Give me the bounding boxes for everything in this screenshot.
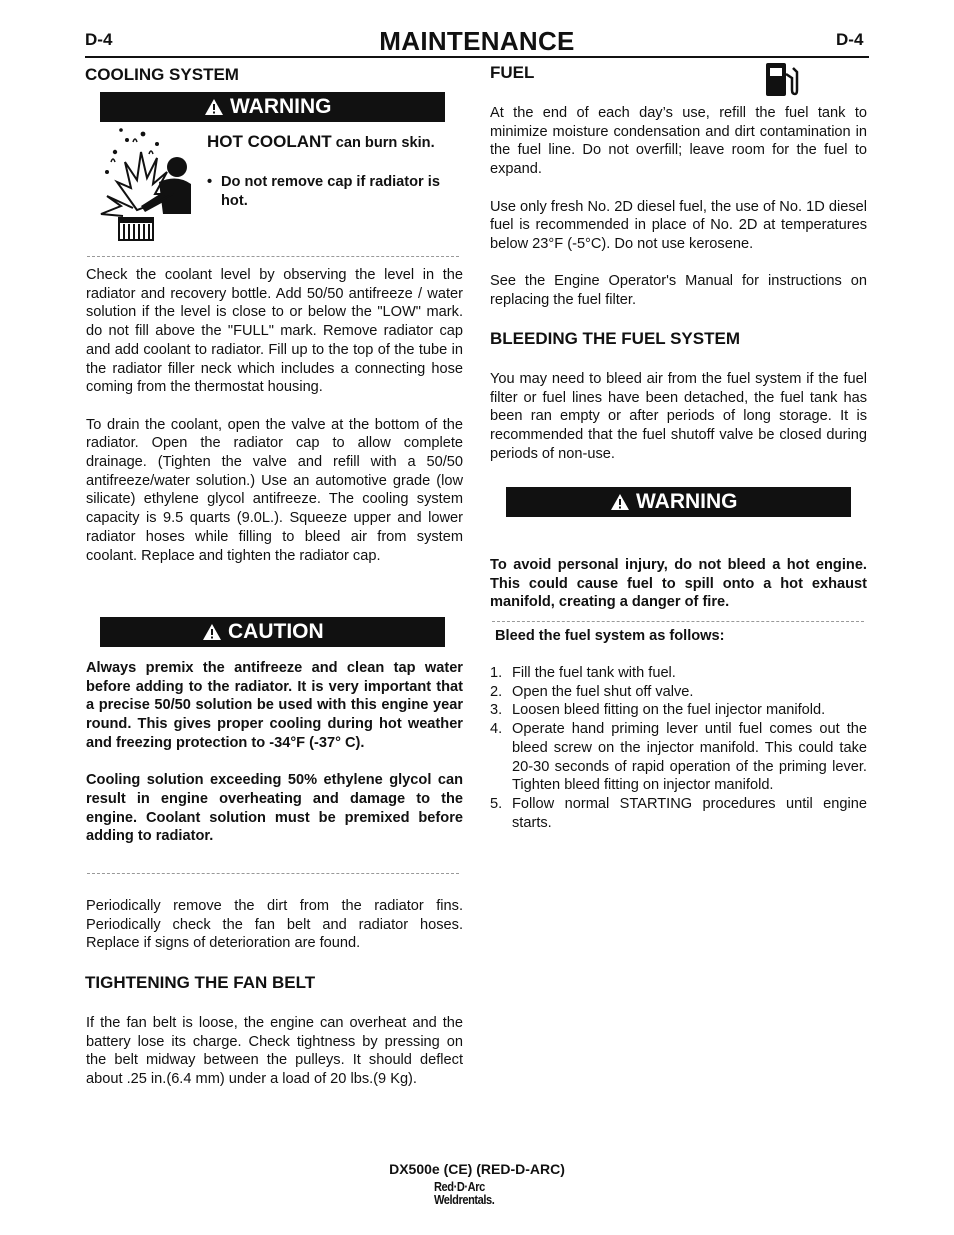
diesel-paragraph: Use only fresh No. 2D diesel fuel, the use of No. 1D diesel fuel is recommended in place of No. 2D at temperatures below 23°F (-5°C). Do not use kerosene. <box>490 198 867 252</box>
cooling-text <box>86 266 463 584</box>
footer-model: DX500e (CE) (RED-D-ARC) <box>389 1161 565 1177</box>
warning-label: WARNING <box>230 95 332 118</box>
step-text: Fill the fuel tank with fuel. <box>512 665 676 681</box>
bleed-step <box>490 701 867 720</box>
coolant-level-paragraph: Check the coolant level by observing the level in the radiator and recovery bottle. Add 50/50 antifreeze / water solution if the level is close to or below the "LOW" mark. do not fill above the "FULL" mark. Remove radiator cap and add coolant to radiator. Fill up to the top of the tube in the radiator filler neck which includes a connecting hose coming from the thermostat housing. <box>86 267 463 396</box>
cooling-system-heading: COOLING SYSTEM <box>85 65 239 84</box>
step-number: 1. <box>490 665 503 681</box>
fuel-text <box>490 104 867 328</box>
caution-glycol-paragraph: Cooling solution exceeding 50% ethylene glycol can result in engine overheating and damage to the engine. Coolant solution must be premixed before adding to radiator. <box>86 772 463 845</box>
bleed-paragraph: You may need to bleed air from the fuel system if the fuel filter or fuel lines have been detached, the fuel tank has been ran empty or after periods of long storage. It is recommended that the fuel shutoff valve be closed during periods of non-use. <box>490 371 867 462</box>
fuel-filter-paragraph: See the Engine Operator's Manual for instructions on replacing the fuel filter. <box>490 273 867 308</box>
step-number: 4. <box>490 721 503 738</box>
red-d-arc-logo <box>434 1180 505 1206</box>
logo-line-1: Red·D·Arc <box>434 1179 485 1194</box>
step-number: 2. <box>490 683 503 700</box>
bleed-step <box>490 795 867 832</box>
fuel-warning-text: To avoid personal injury, do not bleed a hot engine. This could cause fuel to spill onto a hot exhaust manifold, creating a danger of fire. <box>490 557 867 611</box>
header-rule <box>85 56 869 58</box>
warning-triangle-icon <box>610 493 630 511</box>
divider <box>87 873 459 874</box>
fuel-pump-icon <box>763 60 799 98</box>
hot-coolant-title: HOT COOLANT can burn skin. <box>207 132 435 151</box>
refill-paragraph: At the end of each day’s use, refill the fuel tank to minimize moisture condensation and dirt contamination in the fuel line. Do not overfill; leave room for the fuel to expand. <box>490 105 867 178</box>
warning-triangle-icon <box>204 98 224 116</box>
step-text: Follow normal STARTING procedures until engine starts. <box>512 795 867 831</box>
caution-premix-paragraph: Always premix the antifreeze and clean tap water before adding to the radiator. It is very important that a precise 50/50 solution be used with this engine year round. This gives proper cooling during hot weather and freezing protection to -34°F (-37° C). <box>86 660 463 751</box>
fan-belt-paragraph: If the fan belt is loose, the engine can overheat and the battery lose its charge. Check tightness by pressing on the belt midway between the pulleys. It should deflect about .25 in.(6.4 mm) under a load of 20 lbs.(9 Kg). <box>86 1015 463 1088</box>
page-title: MAINTENANCE <box>379 26 575 56</box>
steps-intro: Bleed the fuel system as follows: <box>495 628 725 644</box>
fuel-warning-label: WARNING <box>636 490 738 513</box>
page-number-left: D-4 <box>85 30 113 49</box>
fuel-heading: FUEL <box>490 63 535 82</box>
divider <box>492 621 864 622</box>
bleed-steps <box>490 664 867 832</box>
fuel-warning-banner <box>506 487 851 517</box>
divider <box>87 256 459 257</box>
step-text: Loosen bleed fitting on the fuel injector manifold. <box>512 702 826 719</box>
caution-banner <box>100 617 445 647</box>
fan-belt-heading: TIGHTENING THE FAN BELT <box>85 973 316 992</box>
warning-triangle-icon <box>202 623 222 641</box>
caution-text <box>86 659 463 865</box>
bleeding-heading: BLEEDING THE FUEL SYSTEM <box>490 329 740 348</box>
hot-coolant-hazard-icon <box>97 122 195 244</box>
step-text: Open the fuel shut off valve. <box>512 683 694 700</box>
logo-line-2: Weldrentals. <box>434 1192 495 1207</box>
warning-banner <box>100 92 445 122</box>
step-text: Operate hand priming lever until fuel comes out the bleed screw on the injector manifold. This could take 20-30 seconds of rapid operation of the priming lever. Tighten bleed fitting on injector manifold. <box>512 721 867 794</box>
step-number: 5. <box>490 795 503 812</box>
bleed-step <box>490 683 867 702</box>
page-number-right: D-4 <box>836 30 864 49</box>
step-number: 3. <box>490 702 503 719</box>
bleed-step <box>490 720 867 795</box>
hot-coolant-bullet: • Do not remove cap if radiator is hot. <box>207 174 440 209</box>
drain-coolant-paragraph: To drain the coolant, open the valve at the bottom of the radiator. Open the radiator cap to allow complete drainage. (Tighten the valve and refill with a 50/50 antifreeze/water solution.) Use an automotive grade (low silicate) ethylene glycol antifreeze. The cooling system capacity is 9.5 quarts (9.0L.). Squeeze upper and lower radiator hoses while filling to bleed air from system coolant. Replace and tighten the radiator cap. <box>86 416 463 564</box>
caution-label: CAUTION <box>228 620 324 643</box>
radiator-maintenance-paragraph: Periodically remove the dirt from the radiator fins. Periodically check the fan belt and radiator hoses. Replace if signs of deterioration are found. <box>86 898 463 952</box>
bleed-step <box>490 664 867 683</box>
